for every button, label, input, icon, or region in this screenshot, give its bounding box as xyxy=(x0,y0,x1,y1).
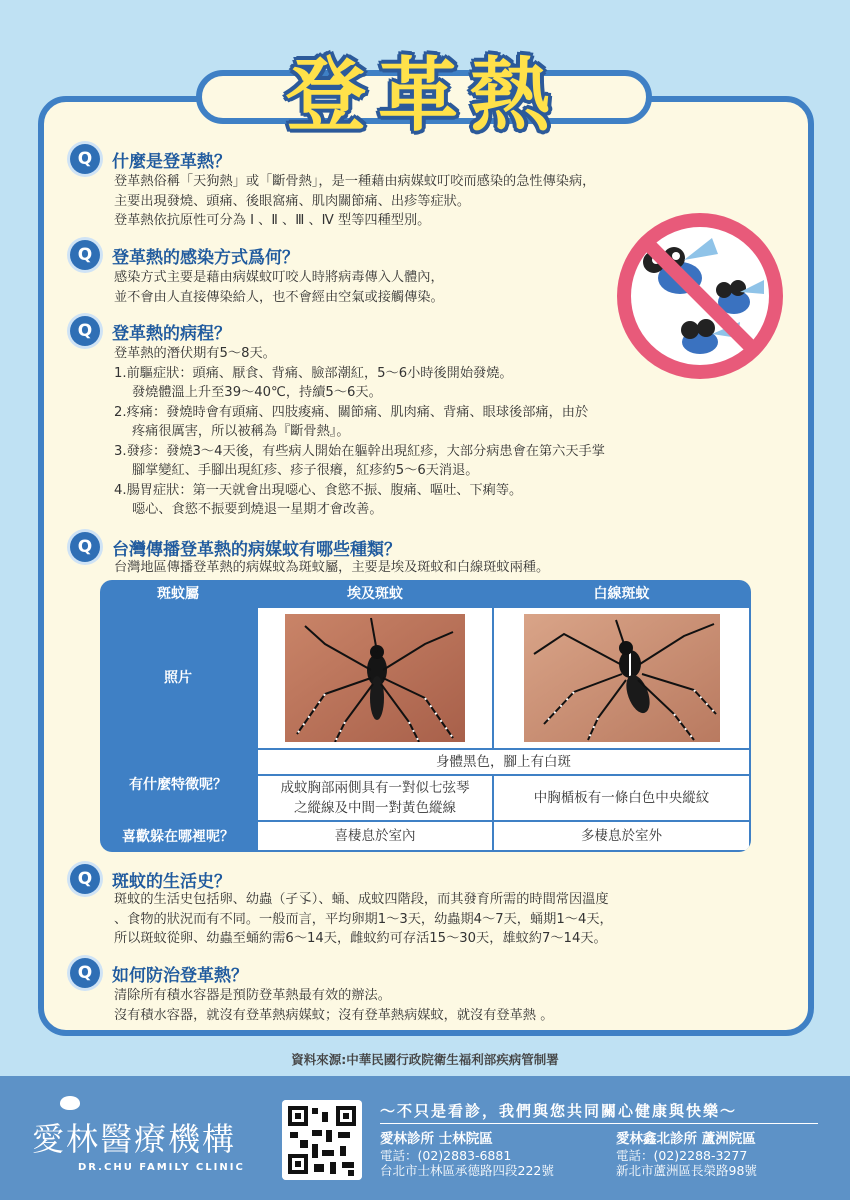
habitat-aegypti-cell: 喜棲息於室內 xyxy=(258,822,492,850)
table-header-genus: 斑蚊屬 xyxy=(157,586,199,602)
habitat-albopictus-cell: 多棲息於室外 xyxy=(494,822,749,850)
clinic-shilin: 愛林診所 士林院區 電話：(02)2883-6881 台北市士林區承德路四段222號 xyxy=(380,1131,554,1178)
question-title: 台灣傳播登革熱的病媒蚊有哪些種類？ xyxy=(112,539,401,560)
question-title: 什麼是登革熱？ xyxy=(112,151,231,172)
clinic-luzhou: 愛林鑫北診所 蘆洲院區 電話：(02)2288-3277 新北市蘆洲區長榮路98號 xyxy=(616,1131,757,1178)
q-icon: Q xyxy=(70,240,100,270)
source-note: 資料來源:中華民國行政院衛生福利部疾病管制署 xyxy=(291,1052,559,1067)
photo-cell-albopictus xyxy=(494,608,749,748)
slogan-divider xyxy=(380,1123,818,1124)
table-header-aegypti: 埃及斑蚊 xyxy=(347,586,403,602)
qr-code-icon[interactable] xyxy=(282,1100,362,1180)
clinic-phone: 電話：(02)2883-6881 xyxy=(380,1148,512,1163)
footer-slogan: ～不只是看診，我們與您共同關心健康與快樂～ xyxy=(380,1102,738,1120)
table-header-albopictus: 白線斑蚊 xyxy=(593,586,650,602)
q-icon: Q xyxy=(70,532,100,562)
q-icon: Q xyxy=(70,958,100,988)
answer-3: 登革熱的潛伏期有5～8天。 1.前驅症狀：頭痛、厭食、背痛、臉部潮紅，5～6小時後開始發燒。 發燒體溫上升至39～40℃，持續5～6天。 2.疼痛：發燒時會有頭痛、四肢痠痛、關節痛、肌肉痛、背痛、眼球後部痛，由於 疼痛很厲害，所以被稱為『斷骨熱』。 3.發疹：發燒3～4天後，有些病人開始在軀幹出現紅疹，大部分病患會在第六天手掌 腳掌變紅、手腳出現紅疹、疹子很癢，紅疹約5～6天消退。 4.腸胃症狀：第一天就會出現噁心、食慾不振、腹痛、嘔吐、下痢等。 噁心、食慾不振要到燒退一星期才會改善。 xyxy=(114,346,605,517)
clinic-address: 台北市士林區承德路四段222號 xyxy=(380,1163,554,1178)
row-label-habitat: 喜歡躲在哪裡呢？ xyxy=(122,829,234,845)
feature-aegypti-cell: 成蚊胸部兩側具有一對似七弦琴之縱線及中間一對黃色縱線 xyxy=(258,776,492,820)
question-6 xyxy=(70,958,248,988)
page-title: 登革熱 xyxy=(286,49,562,142)
clinic-logo: 愛林醫療機構 xyxy=(32,1120,237,1158)
question-2 xyxy=(70,240,299,270)
feature-common-cell: 身體黑色，腳上有白斑 xyxy=(258,750,749,774)
q-icon: Q xyxy=(70,316,100,346)
aegypti-mosquito-photo xyxy=(285,614,465,742)
answer-5: 斑蚊的生活史包括卵、幼蟲（孑孓）、蛹、成蚊四階段，而其發育所需的時間常因溫度 、食物的狀況而有不同。一般而言，平均卵期1～3天，幼蟲期4～7天，蛹期1～4天， 所以斑蚊從卵、幼蟲至蛹約需6～14天，雌蚊約可存活15～30天，雄蚊約7～14天。 xyxy=(114,892,613,946)
question-title: 登革熱的病程？ xyxy=(112,323,231,344)
clinic-footer xyxy=(0,1076,850,1200)
clinic-phone: 電話：(02)2288-3277 xyxy=(616,1148,748,1163)
mosquito-comparison-table xyxy=(100,580,751,852)
question-1 xyxy=(70,144,231,174)
albopictus-mosquito-photo xyxy=(524,614,720,742)
question-3 xyxy=(70,316,231,346)
feature-albopictus-cell: 中胸楯板有一條白色中央縱紋 xyxy=(494,776,749,820)
q-icon: Q xyxy=(70,864,100,894)
row-label-feature: 有什麼特徵呢？ xyxy=(129,777,227,793)
clinic-logo-subtitle: DR.CHU FAMILY CLINIC xyxy=(78,1162,245,1173)
q-icon: Q xyxy=(70,144,100,174)
answer-1: 登革熱俗稱「天狗熱」或「斷骨熱」，是一種藉由病媒蚊叮咬而感染的急性傳染病， 主要出現發燒、頭痛、後眼窩痛、肌肉關節痛、出疹等症狀。 登革熱依抗原性可分為 Ⅰ 、Ⅱ 、Ⅲ 、Ⅳ 型等四種型別。 xyxy=(114,174,596,228)
photo-cell-aegypti xyxy=(258,608,492,748)
question-title: 斑蚊的生活史？ xyxy=(112,871,231,892)
answer-4: 台灣地區傳播登革熱的病媒蚊為斑蚊屬，主要是埃及斑蚊和白線斑蚊兩種。 xyxy=(114,560,550,575)
question-title: 如何防治登革熱？ xyxy=(112,965,248,986)
row-label-photo: 照片 xyxy=(164,670,192,686)
answer-2: 感染方式主要是藉由病媒蚊叮咬人時將病毒傳入人體內， 並不會由人直接傳染給人，也不會經由空氣或接觸傳染。 xyxy=(114,270,444,305)
clinic-address: 新北市蘆洲區長榮路98號 xyxy=(616,1163,757,1178)
answer-6: 清除所有積水容器是預防登革熱最有效的辦法。 沒有積水容器，就沒有登革熱病媒蚊；沒有登革熱病媒蚊，就沒有登革熱 。 xyxy=(114,988,554,1023)
logo-mark-icon xyxy=(60,1096,80,1110)
no-mosquito-icon xyxy=(614,210,786,382)
question-title: 登革熱的感染方式爲何？ xyxy=(112,247,299,268)
